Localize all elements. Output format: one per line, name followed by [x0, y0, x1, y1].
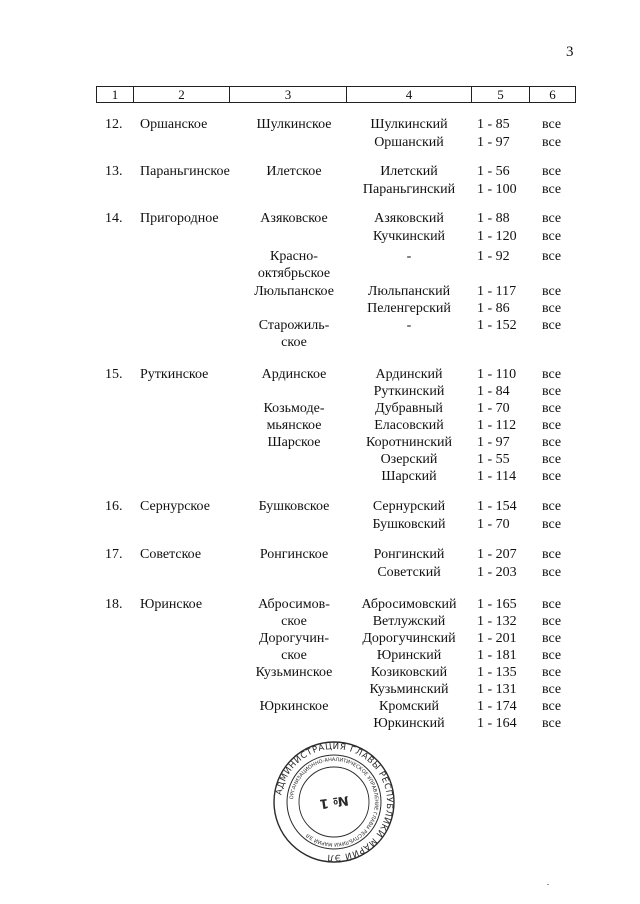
table-row — [0, 613, 640, 630]
row-number: 15. — [105, 367, 123, 382]
precinct-name: Коротнинский — [365, 435, 453, 450]
precinct-name: - — [406, 318, 412, 333]
table-row — [0, 116, 640, 133]
table-header — [96, 86, 576, 103]
settlement-name: Ардинское — [261, 367, 327, 382]
house-range: 1 - 181 — [477, 648, 517, 663]
settlement-name: Юркинское — [259, 699, 329, 714]
house-range: 1 - 135 — [477, 665, 517, 680]
precinct-name: Ветлужский — [372, 614, 446, 629]
district-name: Оршанское — [140, 117, 208, 132]
table-row — [0, 317, 640, 334]
settlement-name: Бушковское — [258, 499, 330, 514]
coverage: все — [542, 135, 562, 150]
precinct-name: Юркинский — [373, 716, 445, 731]
district-name: Юринское — [140, 597, 203, 612]
house-range: 1 - 120 — [477, 229, 517, 244]
house-range: 1 - 152 — [477, 318, 517, 333]
table-row — [0, 334, 640, 351]
svg-text:АДМИНИСТРАЦИЯ ГЛАВЫ РЕСПУБЛИКИ: АДМИНИСТРАЦИЯ ГЛАВЫ РЕСПУБЛИКИ МАРИЙ ЭЛ — [274, 741, 395, 863]
table-row — [0, 210, 640, 227]
precinct-name: Шарский — [381, 469, 437, 484]
coverage: все — [542, 367, 562, 382]
table-row — [0, 564, 640, 581]
house-range: 1 - 164 — [477, 716, 517, 731]
header-col-3: 3 — [229, 87, 346, 102]
table-row — [0, 366, 640, 383]
coverage: все — [542, 249, 562, 264]
table-row — [0, 516, 640, 533]
house-range: 1 - 203 — [477, 565, 517, 580]
coverage: все — [542, 229, 562, 244]
settlement-name: ское — [281, 614, 307, 629]
coverage: все — [542, 384, 562, 399]
house-range: 1 - 131 — [477, 682, 517, 697]
settlement-name: Старожиль- — [258, 318, 330, 333]
coverage: все — [542, 597, 562, 612]
precinct-name: Абросимовский — [361, 597, 457, 612]
settlement-name: мьянское — [266, 418, 322, 433]
coverage: все — [542, 452, 562, 467]
house-range: 1 - 112 — [477, 418, 517, 433]
table-row — [0, 248, 640, 265]
precinct-name: Ардинский — [375, 367, 443, 382]
header-col-6: 6 — [529, 87, 576, 102]
house-range: 1 - 132 — [477, 614, 517, 629]
settlement-name: Люльпанское — [254, 284, 334, 299]
district-name: Советское — [140, 547, 202, 562]
house-range: 1 - 174 — [477, 699, 517, 714]
precinct-name: Ронгинский — [373, 547, 445, 562]
house-range: 1 - 154 — [477, 499, 517, 514]
official-seal — [272, 740, 396, 864]
coverage: все — [542, 418, 562, 433]
house-range: 1 - 201 — [477, 631, 517, 646]
precinct-name: Кромский — [379, 699, 439, 714]
row-number: 18. — [105, 597, 123, 612]
table-row — [0, 546, 640, 563]
settlement-name: Шарское — [267, 435, 321, 450]
coverage: все — [542, 565, 562, 580]
precinct-name: Козиковский — [370, 665, 448, 680]
settlement-name: октябрьское — [257, 266, 331, 281]
table-row — [0, 715, 640, 732]
table-row — [0, 265, 640, 282]
table-row — [0, 400, 640, 417]
table-row — [0, 163, 640, 180]
precinct-name: Дубравный — [375, 401, 443, 416]
precinct-name: Шулкинский — [370, 117, 448, 132]
table-row — [0, 681, 640, 698]
precinct-name: Советский — [377, 565, 441, 580]
coverage: все — [542, 614, 562, 629]
settlement-name: Шулкинское — [256, 117, 332, 132]
table-row — [0, 300, 640, 317]
row-number: 17. — [105, 547, 123, 562]
house-range: 1 - 110 — [477, 367, 517, 382]
table-row — [0, 647, 640, 664]
settlement-name: Красно- — [270, 249, 318, 264]
coverage: все — [542, 716, 562, 731]
table-row — [0, 181, 640, 198]
settlement-name: Азяковское — [260, 211, 328, 226]
coverage: все — [542, 547, 562, 562]
house-range: 1 - 165 — [477, 597, 517, 612]
coverage: все — [542, 318, 562, 333]
district-name: Пригородное — [140, 211, 219, 226]
district-name: Сернурское — [140, 499, 210, 514]
table-row — [0, 451, 640, 468]
table-row — [0, 417, 640, 434]
house-range: 1 - 56 — [477, 164, 510, 179]
header-col-2: 2 — [133, 87, 229, 102]
precinct-name: Руткинский — [373, 384, 445, 399]
precinct-name: Юринский — [376, 648, 442, 663]
house-range: 1 - 92 — [477, 249, 510, 264]
coverage: все — [542, 435, 562, 450]
precinct-name: Илетский — [380, 164, 438, 179]
settlement-name: Козьмоде- — [263, 401, 325, 416]
coverage: все — [542, 631, 562, 646]
house-range: 1 - 97 — [477, 135, 510, 150]
table-row — [0, 468, 640, 485]
coverage: все — [542, 699, 562, 714]
svg-text:ОРГАНИЗАЦИОННО-АНАЛИТИЧЕСКОЕ У: ОРГАНИЗАЦИОННО-АНАЛИТИЧЕСКОЕ УПРАВЛЕНИЕ ГЛАВЫ РЕСПУБЛИКИ МАРИЙ ЭЛ — [289, 756, 380, 848]
table-row — [0, 630, 640, 647]
precinct-name: Еласовский — [374, 418, 444, 433]
settlement-name: Кузьминское — [255, 665, 333, 680]
coverage: все — [542, 117, 562, 132]
table-row — [0, 383, 640, 400]
precinct-name: Азяковский — [374, 211, 444, 226]
precinct-name: Сернурский — [372, 499, 446, 514]
house-range: 1 - 86 — [477, 301, 510, 316]
settlement-name: Абросимов- — [258, 597, 330, 612]
house-range: 1 - 85 — [477, 117, 510, 132]
page-number: 3 — [566, 44, 574, 60]
coverage: все — [542, 182, 562, 197]
precinct-name: Дорогучинский — [362, 631, 456, 646]
settlement-name: Дорогучин- — [259, 631, 329, 646]
table-row — [0, 596, 640, 613]
coverage: все — [542, 682, 562, 697]
coverage: все — [542, 648, 562, 663]
settlement-name: ское — [281, 648, 307, 663]
coverage: все — [542, 284, 562, 299]
precinct-name: Бушковский — [372, 517, 446, 532]
house-range: 1 - 207 — [477, 547, 517, 562]
table-row — [0, 434, 640, 451]
table-row — [0, 664, 640, 681]
header-col-1: 1 — [96, 87, 133, 102]
precinct-name: Пеленгерский — [367, 301, 451, 316]
precinct-name: Люльпанский — [367, 284, 451, 299]
district-name: Руткинское — [140, 367, 209, 382]
settlement-name: Илетское — [266, 164, 322, 179]
coverage: все — [542, 301, 562, 316]
coverage: все — [542, 401, 562, 416]
row-number: 13. — [105, 164, 123, 179]
coverage: все — [542, 469, 562, 484]
table-row — [0, 134, 640, 151]
coverage: все — [542, 164, 562, 179]
district-name: Параньгинское — [140, 164, 230, 179]
coverage: все — [542, 517, 562, 532]
scan-speck — [547, 884, 549, 885]
table-row — [0, 283, 640, 300]
settlement-name: ское — [281, 335, 307, 350]
header-col-4: 4 — [346, 87, 471, 102]
table-row — [0, 498, 640, 515]
house-range: 1 - 117 — [477, 284, 517, 299]
coverage: все — [542, 499, 562, 514]
house-range: 1 - 55 — [477, 452, 510, 467]
svg-text:№ 1: № 1 — [318, 792, 350, 811]
precinct-name: Оршанский — [374, 135, 444, 150]
coverage: все — [542, 665, 562, 680]
precinct-name: - — [406, 249, 412, 264]
house-range: 1 - 70 — [477, 517, 510, 532]
house-range: 1 - 100 — [477, 182, 517, 197]
house-range: 1 - 88 — [477, 211, 510, 226]
house-range: 1 - 84 — [477, 384, 510, 399]
house-range: 1 - 70 — [477, 401, 510, 416]
house-range: 1 - 97 — [477, 435, 510, 450]
precinct-name: Параньгинский — [362, 182, 456, 197]
settlement-name: Ронгинское — [259, 547, 329, 562]
precinct-name: Озерский — [380, 452, 438, 467]
row-number: 16. — [105, 499, 123, 514]
house-range: 1 - 114 — [477, 469, 517, 484]
table-row — [0, 228, 640, 245]
precinct-name: Кузьминский — [369, 682, 449, 697]
precinct-name: Кучкинский — [372, 229, 446, 244]
row-number: 14. — [105, 211, 123, 226]
coverage: все — [542, 211, 562, 226]
table-row — [0, 698, 640, 715]
header-col-5: 5 — [471, 87, 529, 102]
row-number: 12. — [105, 117, 123, 132]
